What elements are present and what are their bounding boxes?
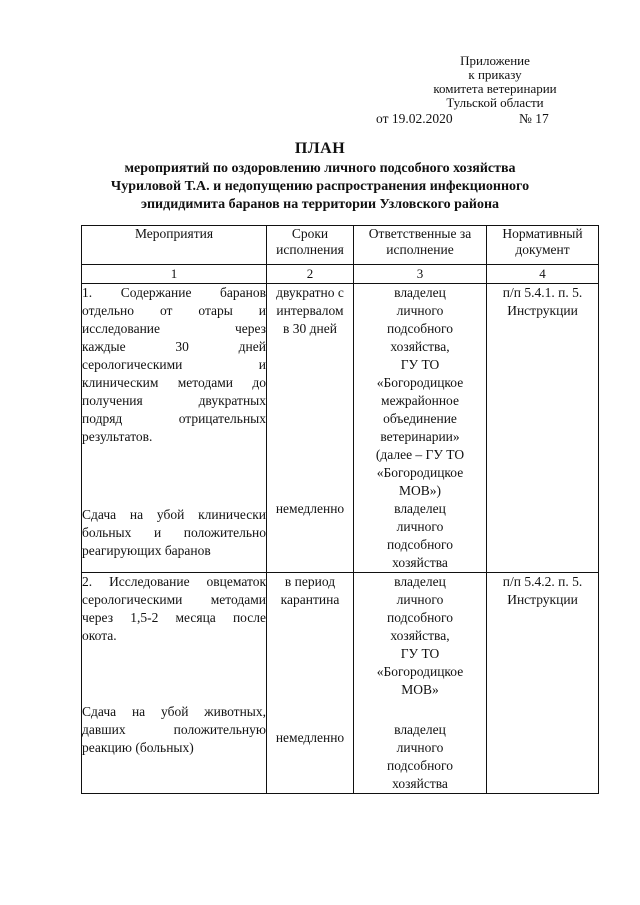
document-cell	[487, 573, 599, 794]
appendix-line: Приложение	[460, 53, 530, 68]
term-line: в период	[284, 574, 336, 589]
responsible-cell	[354, 573, 487, 794]
document-line: Инструкции	[507, 303, 578, 318]
measure-line: Сдача на убой животных,	[82, 704, 266, 719]
responsible-line: ГУ ТО	[400, 646, 440, 661]
term-line: карантина	[280, 592, 340, 607]
table-number-row	[82, 265, 599, 284]
header-responsible-line: исполнение	[386, 242, 454, 257]
header-terms-line: Сроки	[291, 226, 329, 241]
term-line: немедленно	[275, 501, 345, 516]
responsible-line: владелец	[394, 574, 446, 589]
document-cell	[487, 284, 599, 573]
measure-line: Сдача на убой клинически	[82, 507, 266, 522]
responsible-line: подсобного	[387, 610, 453, 625]
subtitle-line: мероприятий по оздоровлению личного подсобного хозяйства	[124, 161, 516, 176]
responsible-line: владелец	[394, 501, 446, 516]
table-row	[82, 573, 599, 794]
responsible-line: подсобного	[387, 321, 453, 336]
header-terms	[267, 226, 354, 265]
responsible-line: владелец	[394, 722, 446, 737]
responsible-line: личного	[396, 519, 444, 534]
responsible-line: хозяйства,	[390, 628, 450, 643]
responsible-line: личного	[396, 592, 444, 607]
responsible-line: хозяйства,	[390, 339, 450, 354]
responsible-line: (далее – ГУ ТО	[375, 447, 465, 462]
measure-line: реакцию (больных)	[82, 740, 194, 755]
subtitle-line: эпидидимита баранов на территории Узловского района	[140, 197, 500, 212]
measure-line: исследование через	[82, 321, 266, 336]
table-row	[82, 284, 599, 573]
responsible-line: ветеринарии»	[380, 429, 460, 444]
document-subtitle	[100, 160, 540, 214]
document-line: п/п 5.4.1. п. 5.	[502, 285, 583, 300]
responsible-line: «Богородицкое	[376, 465, 464, 480]
responsible-line: хозяйства	[392, 776, 448, 791]
order-date: от 19.02.2020	[376, 111, 453, 126]
header-responsible-line: Ответственные за	[368, 226, 472, 241]
column-number: 4	[487, 265, 599, 284]
responsible-line: МОВ»)	[398, 483, 441, 498]
plan-table	[81, 225, 599, 794]
responsible-line: владелец	[394, 285, 446, 300]
header-document-line: документ	[515, 242, 570, 257]
responsible-line: межрайонное	[381, 393, 459, 408]
document-line: Инструкции	[507, 592, 578, 607]
responsible-line: объединение	[383, 411, 457, 426]
responsible-cell	[354, 284, 487, 573]
header-responsible	[354, 226, 487, 265]
order-number: № 17	[519, 111, 549, 126]
responsible-line: личного	[396, 740, 444, 755]
header-document-line: Нормативный	[502, 226, 583, 241]
table-header-row	[82, 226, 599, 265]
header-document	[487, 226, 599, 265]
term-cell	[267, 573, 354, 794]
appendix-note	[420, 54, 570, 110]
measure-line: результатов.	[82, 429, 153, 444]
term-cell	[267, 284, 354, 573]
column-number: 1	[82, 265, 267, 284]
header-measures-label: Мероприятия	[134, 226, 214, 241]
measure-line: каждые 30 дней	[82, 339, 266, 354]
measure-line: клиническим методами до	[82, 375, 266, 390]
responsible-line: «Богородицкое	[376, 664, 464, 679]
measure-line: 1. Содержание баранов	[82, 285, 266, 300]
responsible-line: ГУ ТО	[400, 357, 440, 372]
document-line: п/п 5.4.2. п. 5.	[502, 574, 583, 589]
measure-cell	[82, 284, 267, 573]
measure-line: давших положительную	[82, 722, 266, 737]
appendix-line: комитета ветеринарии	[433, 81, 557, 96]
column-number: 3	[354, 265, 487, 284]
term-line: интервалом	[276, 303, 344, 318]
measure-line: окота.	[82, 628, 117, 643]
subtitle-line: Чуриловой Т.А. и недопущению распространения инфекционного	[110, 179, 530, 194]
term-line: немедленно	[275, 730, 345, 745]
responsible-line: «Богородицкое	[376, 375, 464, 390]
measure-line: через 1,5-2 месяца после	[82, 610, 266, 625]
measure-line: 2. Исследование овцематок	[82, 574, 266, 589]
appendix-line: Тульской области	[446, 95, 544, 110]
term-line: двукратно с	[276, 285, 344, 300]
header-measures	[82, 226, 267, 265]
responsible-line: МОВ»	[401, 682, 439, 697]
measure-line: подряд отрицательных	[82, 411, 266, 426]
document-title: ПЛАН	[294, 140, 346, 157]
column-number: 2	[267, 265, 354, 284]
responsible-line: подсобного	[387, 537, 453, 552]
measure-line: получения двукратных	[82, 393, 266, 408]
measure-line: серологическими методами	[82, 592, 266, 607]
measure-line: отдельно от отары и	[82, 303, 266, 318]
measure-line: реагирующих баранов	[82, 543, 211, 558]
responsible-line: подсобного	[387, 758, 453, 773]
measure-line: больных и положительно	[82, 525, 266, 540]
measure-line: серологическими и	[82, 357, 266, 372]
header-terms-line: исполнения	[276, 242, 344, 257]
responsible-line: хозяйства	[392, 555, 448, 570]
appendix-line: к приказу	[468, 67, 522, 82]
responsible-line: личного	[396, 303, 444, 318]
term-line: в 30 дней	[283, 321, 337, 336]
measure-cell	[82, 573, 267, 794]
